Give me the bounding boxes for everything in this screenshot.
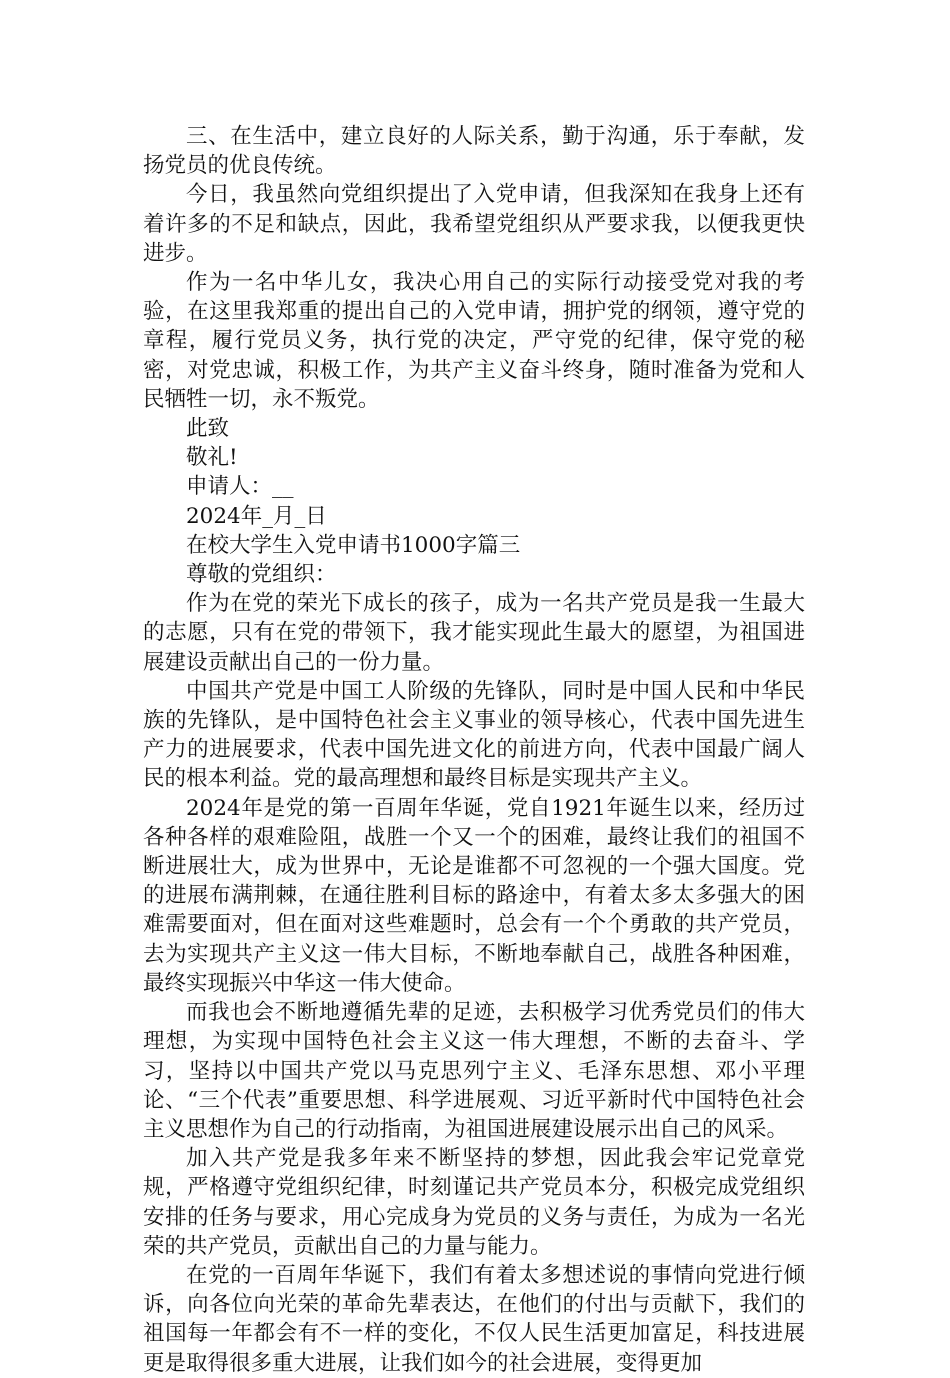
document-page <box>143 122 805 1378</box>
applicant-line: 申请人：__ <box>186 474 294 500</box>
paragraph-dream: 加入共产党是我多年来不断坚持的梦想，因此我会牢记党章党规，严格遵守党组织纪律，时刻谨记共产党员本分，积极完成党组织安排的任务与要求，用心完成身为党员的义务与责任，为成为一名光荣的共产党员，贡献出自己的力量与能力。 <box>143 1146 805 1259</box>
paragraph-life-relations: 三、在生活中，建立良好的人际关系，勤于沟通，乐于奉献，发扬党员的优良传统。 <box>143 124 805 179</box>
section-title: 在校大学生入党申请书1000字篇三 <box>186 532 521 558</box>
paragraph-party-nature: 中国共产党是中国工人阶级的先锋队，同时是中国人民和中华民族的先锋队，是中国特色社会主义事业的领导核心，代表中国先进生产力的进展要求，代表中国先进文化的前进方向，代表中国最广阔人民的根本利益。党的最高理想和最终目标是实现共产主义。 <box>143 678 805 792</box>
paragraph-centenary-words: 在党的一百周年华诞下，我们有着太多想述说的事情向党进行倾诉，向各位向光荣的革命先辈表达，在他们的付出与贡献下，我们的祖国每一年都会有不一样的变化，不仅人民生活更加富足，科技进展更是取得很多重大进展，让我们如今的社会进展，变得更加 <box>143 1262 805 1376</box>
paragraph-follow-predecessors: 而我也会不断地遵循先辈的足迹，去积极学习优秀党员们的伟大理想，为实现中国特色社会主义这一伟大理想，不断的去奋斗、学习，坚持以中国共产党以马克思列宁主义、毛泽东思想、邓小平理论、“三个代表”重要思想、科学进展观、习近平新时代中国特色社会主义思想作为自己的行动指南，为祖国进展建设展示出自己的风采。 <box>143 1000 805 1142</box>
salutation-ci-zhi: 此致 <box>186 416 230 442</box>
greeting-line: 尊敬的党组织： <box>186 562 337 588</box>
paragraph-aspiration: 作为在党的荣光下成长的孩子，成为一名共产党员是我一生最大的志愿，只有在党的带领下，我才能实现此生最大的愿望，为祖国进展建设贡献出自己的一份力量。 <box>143 591 805 675</box>
paragraph-centenary: 2024年是党的第一百周年华诞，党自1921年诞生以来，经历过各种各样的艰难险阻，战胜一个又一个的困难，最终让我们的祖国不断进展壮大，成为世界中，无论是谁都不可忽视的一个强大国度。党的进展布满荆棘，在通往胜利目标的路途中，有着太多太多强大的困难需要面对，但在面对这些难题时，总会有一个个勇敢的共产党员，去为实现共产主义这一伟大目标，不断地奉献自己，战胜各种困难，最终实现振兴中华这一伟大使命。 <box>143 795 805 996</box>
paragraph-shortcomings: 今日，我虽然向党组织提出了入党申请，但我深知在我身上还有着许多的不足和缺点，因此，我希望党组织从严要求我，以便我更快进步。 <box>143 182 805 266</box>
date-line: 2024年_月_日 <box>186 503 327 529</box>
paragraph-resolution: 作为一名中华儿女，我决心用自己的实际行动接受党对我的考验，在这里我郑重的提出自己的入党申请，拥护党的纲领，遵守党的章程，履行党员义务，执行党的决定，严守党的纪律，保守党的秘密，对党忠诚，积极工作，为共产主义奋斗终身，随时准备为党和人民牺牲一切，永不叛党。 <box>143 270 805 412</box>
salutation-jing-li: 敬礼! <box>186 445 238 471</box>
